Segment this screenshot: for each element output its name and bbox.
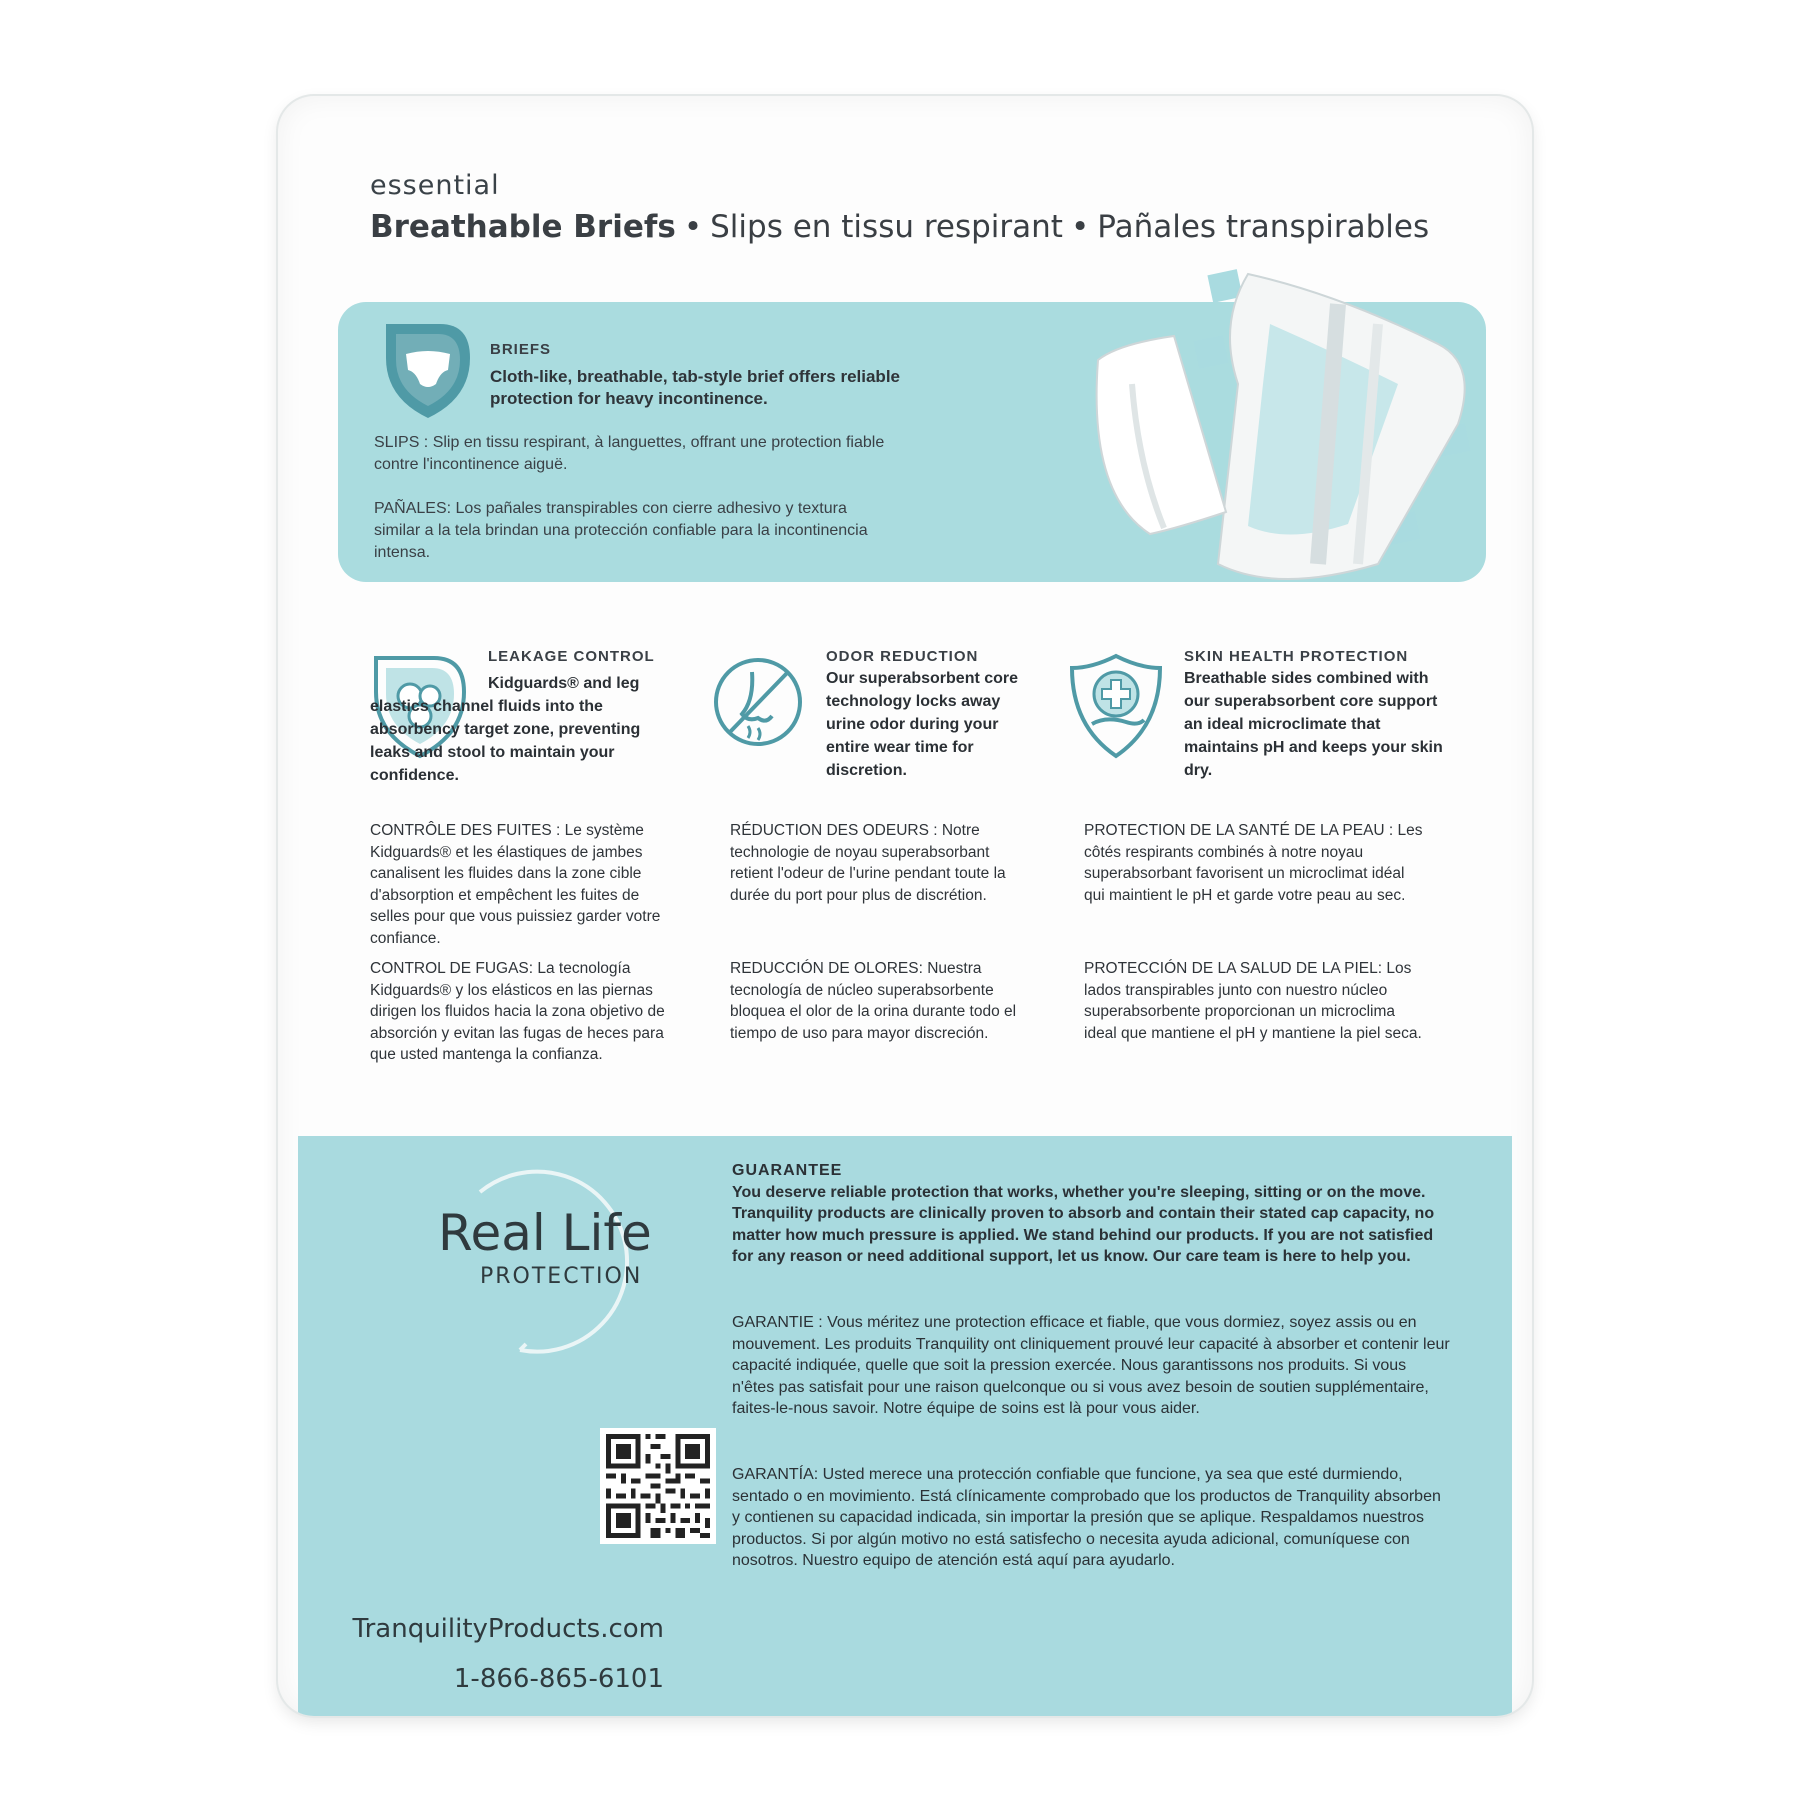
real-life-logo-subtitle: PROTECTION — [480, 1264, 643, 1289]
feature-skin-health — [1184, 648, 1444, 782]
feature-leakage-text: Kidguards® and leg elastics channel fluids into the absorbency target zone, preventing leaks and stool to maintain your confidence. — [370, 675, 641, 784]
feature-odor-es: REDUCCIÓN DE OLORES: Nuestra tecnología de núcleo superabsorbente bloquea el olor de la orina durante todo el tiempo de uso para mayor discreción. — [730, 960, 1017, 1042]
feature-leakage — [488, 648, 688, 667]
guarantee-heading: GUARANTEE — [732, 1162, 843, 1179]
feature-skin-es: PROTECCIÓN DE LA SALUD DE LA PIEL: Los lados transpirables junto con nuestro núcleo superabsorbente proporcionan un microclima ideal que mantiene el pH y mantiene la piel seca. — [1084, 960, 1422, 1042]
feature-skin-fr: PROTECTION DE LA SANTÉ DE LA PEAU : Les côtés respirants combinés à notre noyau superabsorbant favorisent un microclimat idéal qui maintient le pH et garde votre peau au sec. — [1084, 822, 1423, 904]
feature-leakage-fr: CONTRÔLE DES FUITES : Le système Kidguards® et les élastiques de jambes canalisent les fluides dans la zone cible d'absorption et empêchent les fuites de selles pour que vous puissiez garder votre confiance. — [370, 822, 661, 947]
feature-leakage-es: CONTROL DE FUGAS: La tecnología Kidguards® y los elásticos en las piernas dirigen los fluidos hacia la zona objetivo de absorción y evitan las fugas de heces para que usted mantenga la confianza. — [370, 960, 665, 1063]
phone-number[interactable]: 1-866-865-6101 — [453, 1664, 664, 1694]
nose-odor-icon — [708, 652, 808, 762]
title-french: Slips en tissu respirant — [710, 209, 1063, 245]
brand-name: essential — [370, 170, 500, 201]
feature-skin-text: Breathable sides combined with our superabsorbent core support an ideal microclimate that maintains pH and keeps your skin dry. — [1184, 670, 1443, 779]
brief-heading: BRIEFS — [490, 341, 552, 358]
title-separator: • — [1070, 209, 1090, 245]
product-title — [370, 209, 1429, 245]
brief-description-fr: SLIPS : Slip en tissu respirant, à languettes, offrant une protection fiable contre l'incontinence aiguë. — [374, 434, 885, 473]
feature-odor-fr: RÉDUCTION DES ODEURS : Notre technologie de noyau superabsorbant retient l'odeur de l'urine pendant toute la durée du port pour plus de discrétion. — [730, 822, 1006, 904]
feature-heading: SKIN HEALTH PROTECTION — [1184, 648, 1409, 665]
guarantee-text-es: GARANTÍA: Usted merece una protección confiable que funcione, ya sea que esté durmiendo, sentado o en movimiento. Está clínicamente comprobado que los productos de Tranquility absorben y contienen su capacidad indicada, sin importar la presión que se aplique. Respaldamos nuestros productos. Si por algún motivo no está satisfecho o necesita ayuda adicional, comuníquese con nosotros. Nuestro equipo de atención está aquí para ayudarlo. — [732, 1466, 1441, 1569]
diaper-illustration — [918, 264, 1478, 594]
feature-odor-text: Our superabsorbent core technology locks away urine odor during your entire wear time for discretion. — [826, 670, 1019, 779]
guarantee-text-en: You deserve reliable protection that works, whether you're sleeping, sitting or on the move. Tranquility products are clinically proven to absorb and contain their stated cap capacity, no matter how much pressure is applied. We stand behind our products. If you are not satisfied for any reason or need additional support, let us know. Our care team is here to help you. — [732, 1183, 1435, 1265]
title-separator: • — [683, 209, 703, 245]
brief-description-en: Cloth-like, breathable, tab-style brief offers reliable protection for heavy incontinence. — [490, 367, 900, 408]
skin-health-shield-icon — [1066, 652, 1166, 762]
feature-heading: ODOR REDUCTION — [826, 648, 979, 665]
brief-description-es: PAÑALES: Los pañales transpirables con cierre adhesivo y textura similar a la tela brindan una protección confiable para la incontinencia intensa. — [374, 500, 868, 561]
guarantee-en — [732, 1160, 1452, 1268]
feature-odor — [826, 648, 1036, 782]
qr-code[interactable] — [600, 1428, 716, 1544]
guarantee-text-fr: GARANTIE : Vous méritez une protection efficace et fiable, que vous dormiez, soyez assis ou en mouvement. Les produits Tranquility ont cliniquement prouvé leur capacité à absorber et contenir leur capacité indiquée, quelle que soit la pression exercée. Nous garantissons nos produits. Si vous n'êtes pas satisfait pour une raison quelconque ou si vous avez besoin de soutien supplémentaire, faites-le-nous savoir. Notre équipe de soins est là pour vous aider. — [732, 1314, 1450, 1417]
feature-heading: LEAKAGE CONTROL — [488, 648, 655, 665]
title-english: Breathable Briefs — [370, 209, 676, 245]
real-life-logo-title: Real Life — [438, 1204, 652, 1262]
title-spanish: Pañales transpirables — [1097, 209, 1430, 245]
brief-shield-icon — [378, 318, 478, 423]
package-back — [278, 96, 1532, 1716]
website-link[interactable]: TranquilityProducts.com — [352, 1614, 664, 1644]
